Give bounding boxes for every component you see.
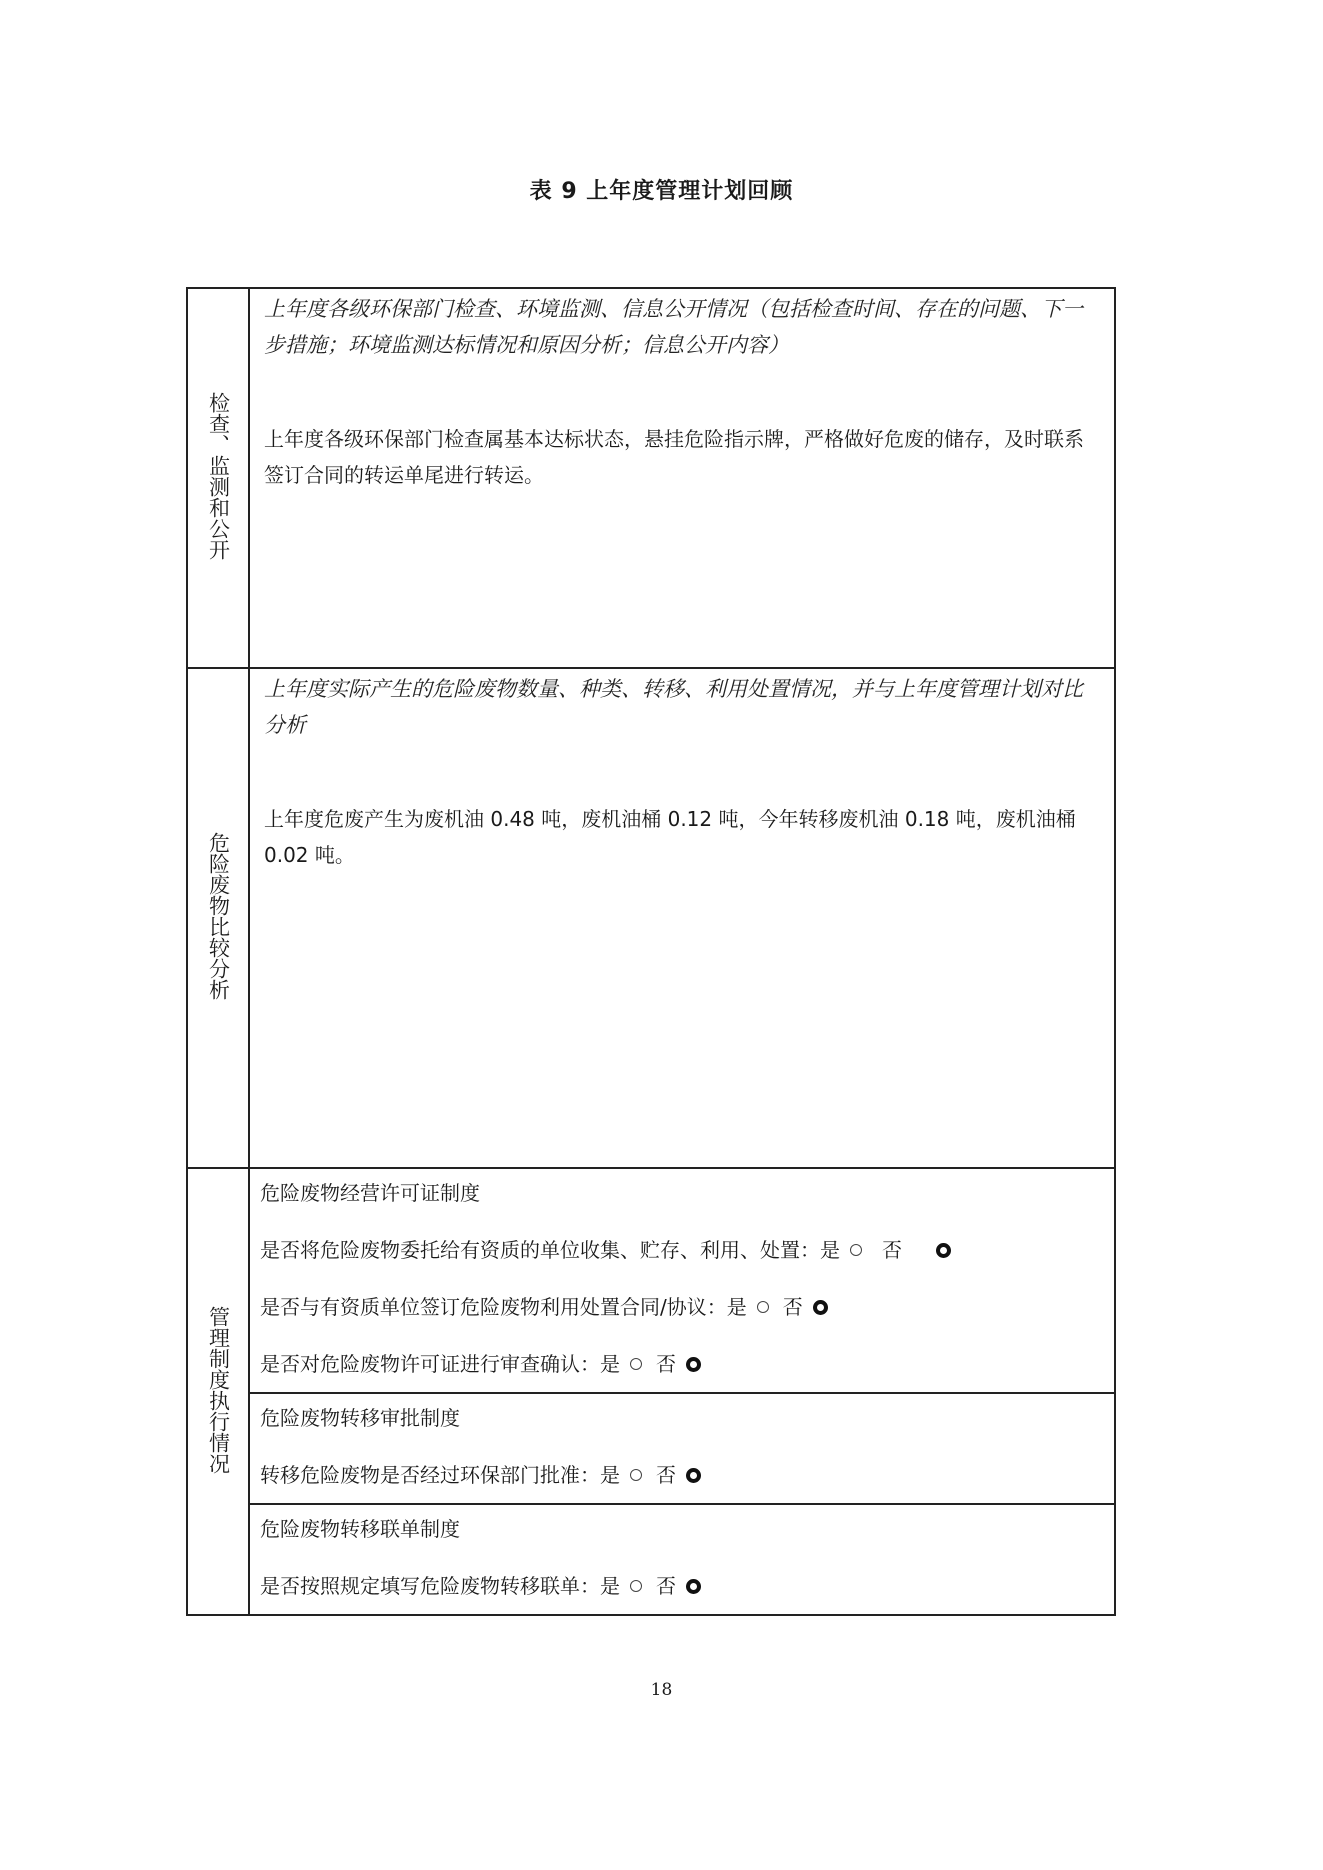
no-label: 否 <box>656 1574 676 1598</box>
block-heading: 危险废物经营许可证制度 <box>260 1181 480 1205</box>
yes-label: 是 <box>820 1238 840 1262</box>
table-row-mgmt-2 <box>187 1393 1115 1504</box>
plan-review-table <box>186 287 1116 1616</box>
question-row <box>250 1348 1114 1392</box>
question-row <box>250 1570 1114 1614</box>
check-hint: 上年度各级环保部门检查、环境监测、信息公开情况（包括检查时间、存在的问题、下一步措施；环境监测达标情况和原因分析；信息公开内容） <box>264 297 1083 357</box>
page-number: 18 <box>650 1680 673 1700</box>
table-row-mgmt-1 <box>187 1168 1115 1393</box>
question-row <box>250 1291 1114 1323</box>
no-label: 否 <box>656 1463 676 1487</box>
page-title: 表 9 上年度管理计划回顾 <box>529 179 794 204</box>
waste-hint: 上年度实际产生的危险废物数量、种类、转移、利用处置情况，并与上年度管理计划对比分析 <box>264 677 1083 737</box>
no-radio-selected-icon[interactable] <box>686 1579 701 1594</box>
no-label: 否 <box>656 1352 676 1376</box>
no-label: 否 <box>882 1238 902 1262</box>
table-row-waste <box>187 668 1115 1168</box>
block-heading: 危险废物转移联单制度 <box>260 1517 460 1541</box>
side-label-waste: 危险废物比较分析 <box>206 832 231 1000</box>
no-radio-selected-icon[interactable] <box>813 1300 828 1315</box>
question-text: 是否按照规定填写危险废物转移联单： <box>260 1574 600 1598</box>
question-row <box>250 1234 1114 1266</box>
side-label-cell <box>187 288 249 668</box>
question-text: 转移危险废物是否经过环保部门批准： <box>260 1463 600 1487</box>
waste-content: 上年度危废产生为废机油 0.48 吨，废机油桶 0.12 吨，今年转移废机油 0.18 吨，废机油桶 0.02 吨。 <box>264 807 1076 867</box>
yes-label: 是 <box>600 1352 620 1376</box>
side-label-cell <box>187 1168 249 1615</box>
waste-content-cell <box>249 668 1115 1168</box>
check-content-cell <box>249 288 1115 668</box>
no-radio-selected-icon[interactable] <box>686 1468 701 1483</box>
mgmt-block-1 <box>249 1168 1115 1393</box>
table-row-mgmt-3 <box>187 1504 1115 1615</box>
side-label-check: 检查、监测和公开 <box>206 392 231 560</box>
yes-radio-icon[interactable] <box>850 1244 862 1256</box>
no-radio-selected-icon[interactable] <box>936 1243 951 1258</box>
yes-radio-icon[interactable] <box>630 1469 642 1481</box>
yes-label: 是 <box>600 1463 620 1487</box>
check-content: 上年度各级环保部门检查属基本达标状态，悬挂危险指示牌，严格做好危废的储存，及时联系签订合同的转运单尾进行转运。 <box>264 427 1084 487</box>
mgmt-block-2 <box>249 1393 1115 1504</box>
question-text: 是否与有资质单位签订危险废物利用处置合同/协议： <box>260 1295 727 1319</box>
yes-label: 是 <box>600 1574 620 1598</box>
yes-radio-icon[interactable] <box>630 1580 642 1592</box>
yes-label: 是 <box>726 1295 747 1319</box>
yes-radio-icon[interactable] <box>630 1358 642 1370</box>
no-radio-selected-icon[interactable] <box>686 1357 701 1372</box>
side-label-cell <box>187 668 249 1168</box>
question-text: 是否对危险废物许可证进行审查确认： <box>260 1352 600 1376</box>
mgmt-block-3 <box>249 1504 1115 1615</box>
yes-radio-icon[interactable] <box>757 1301 769 1313</box>
question-text: 是否将危险废物委托给有资质的单位收集、贮存、利用、处置： <box>260 1238 820 1262</box>
side-label-mgmt: 管理制度执行情况 <box>206 1305 231 1474</box>
question-row <box>250 1459 1114 1503</box>
block-heading: 危险废物转移审批制度 <box>260 1406 460 1430</box>
no-label: 否 <box>782 1295 803 1319</box>
table-row-check <box>187 288 1115 668</box>
